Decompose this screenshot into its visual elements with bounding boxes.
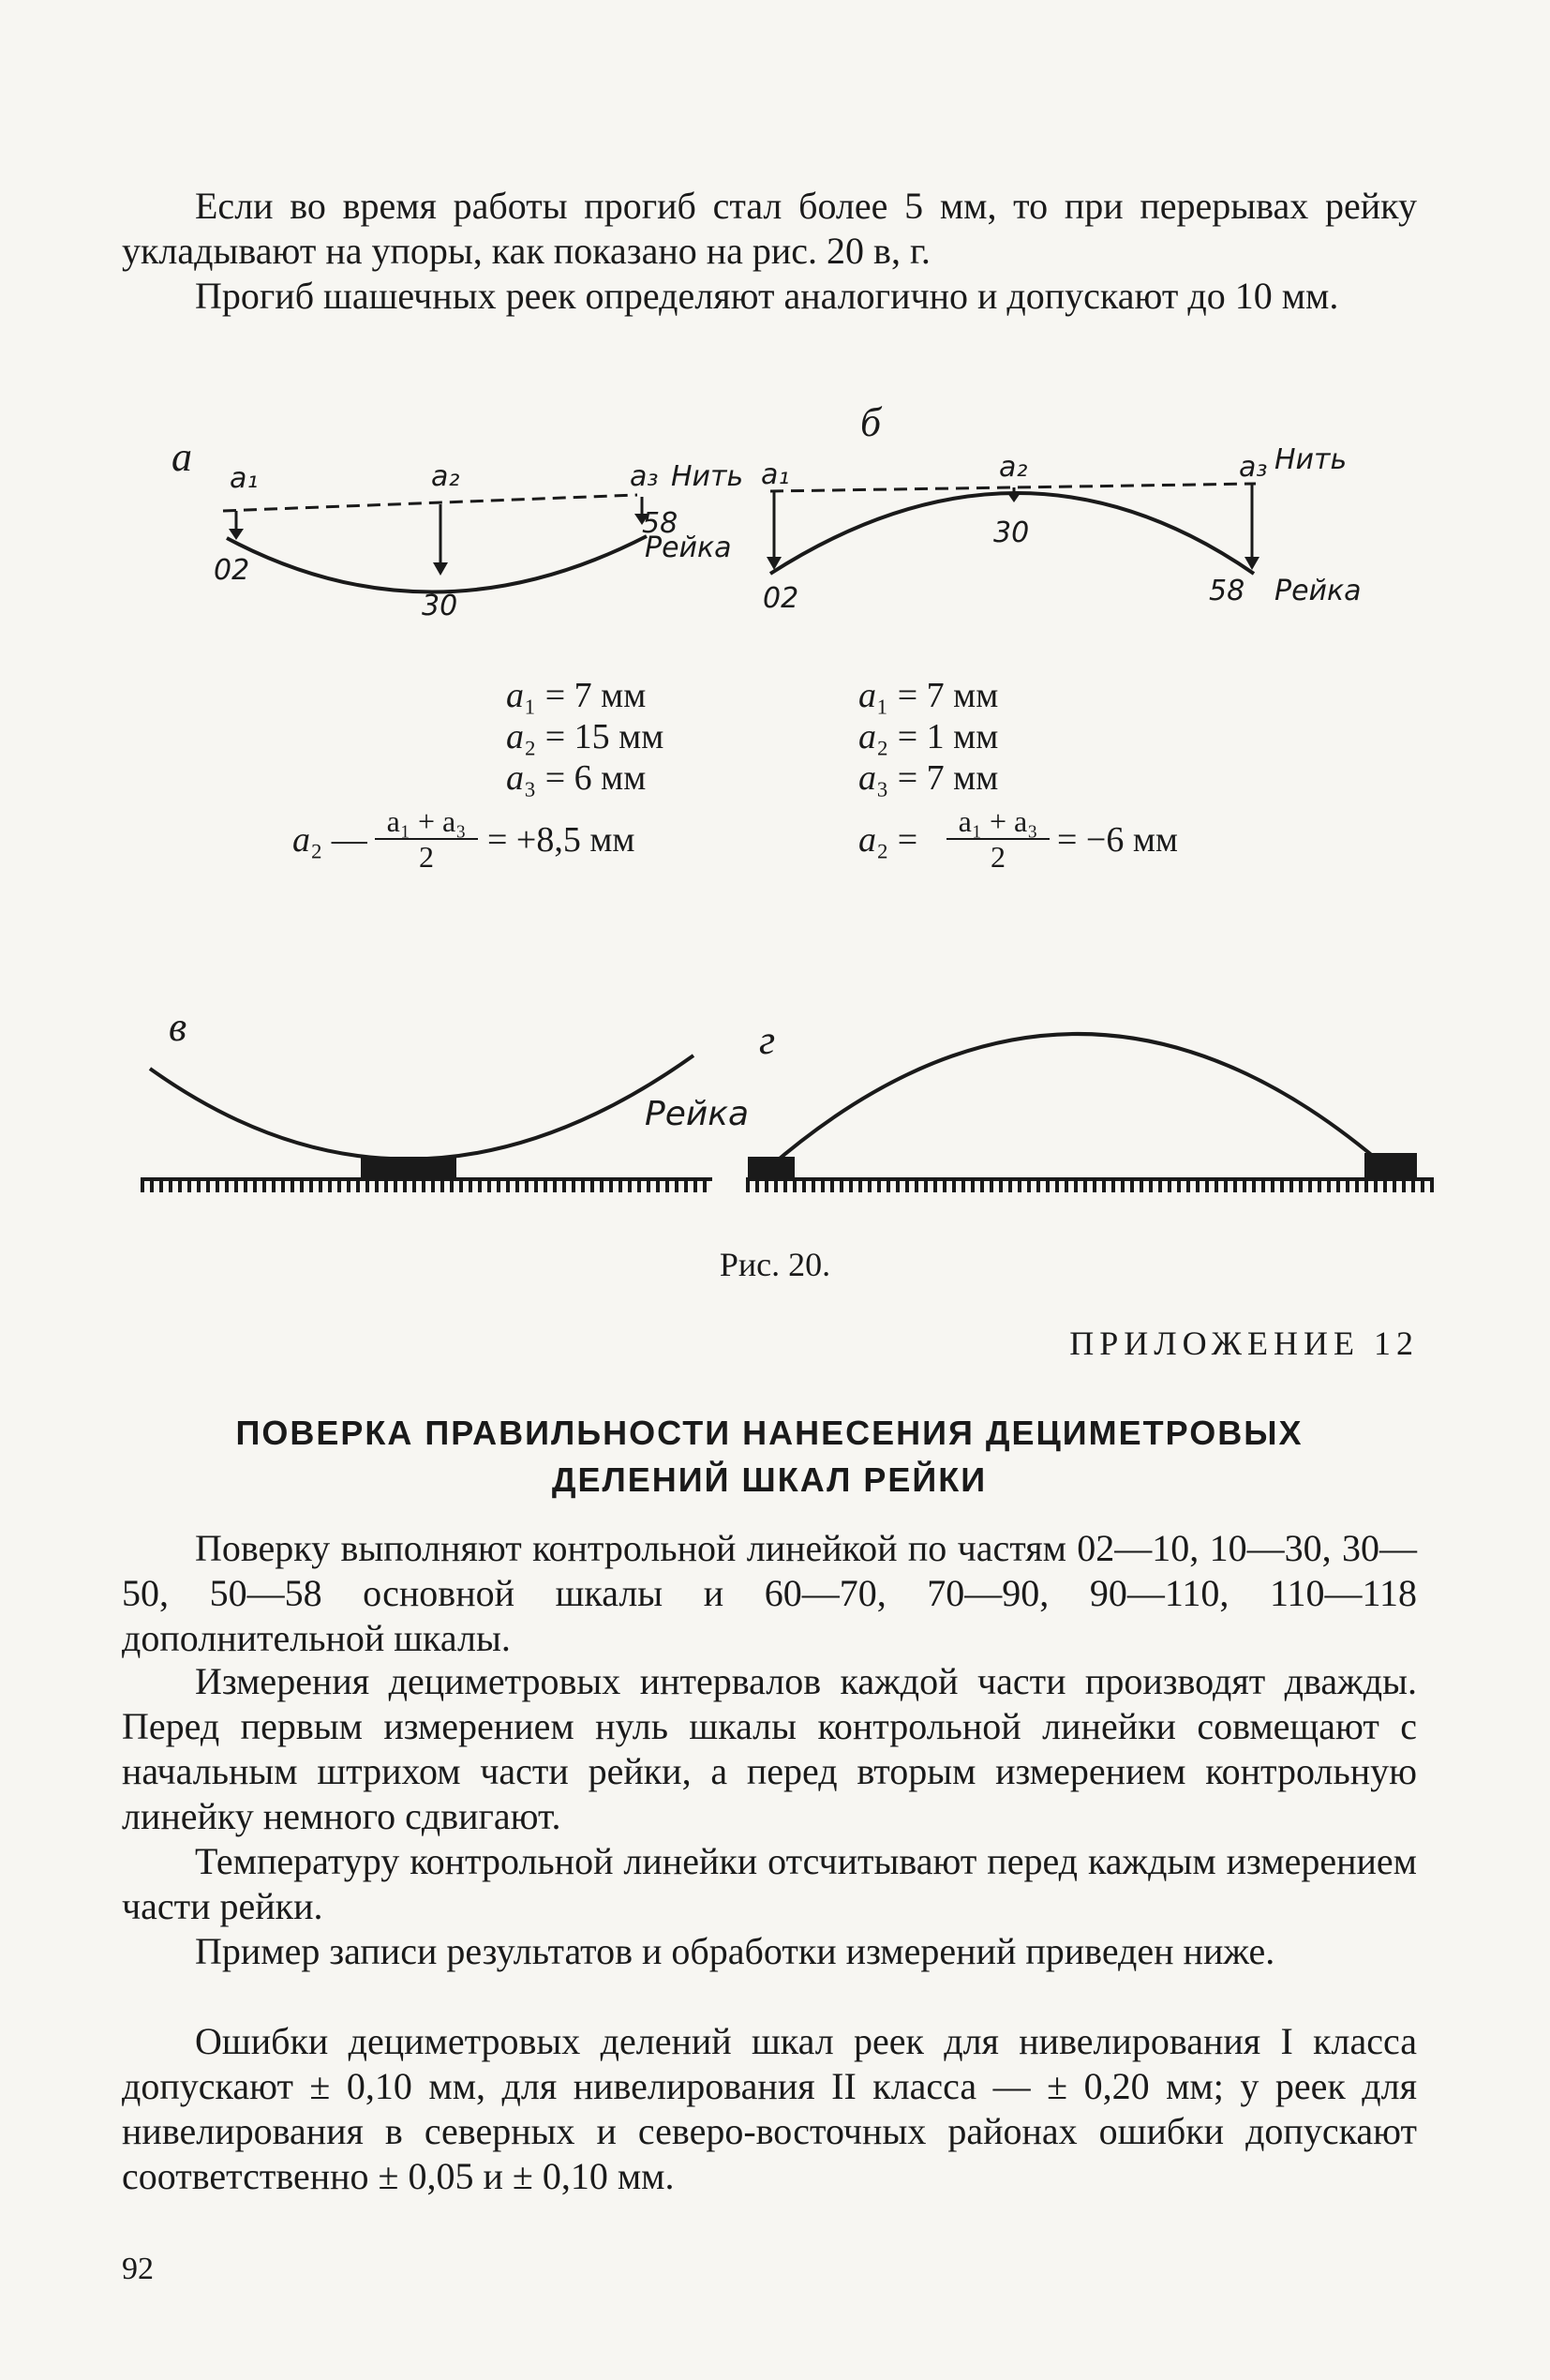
body-paragraph-1: Поверку выполняют контрольной линейкой по частям 02—10, 10—30, 30—50, 50—58 основной шкалы и 60—70, 70—90, 90—110, 110—118 дополнительной шкалы. — [122, 1527, 1417, 1659]
figure-label-g: г — [759, 1017, 776, 1063]
formula-right-result-value: = −6 мм — [1057, 820, 1178, 860]
formula-right-result: a₂ = — [858, 820, 927, 860]
diagram-b — [0, 0, 1550, 656]
intro-paragraph-2: Прогиб шашечных реек определяют аналогично и допускают до 10 мм. — [195, 275, 1339, 317]
body-paragraph-4: Пример записи результатов и обработки измерений приведен ниже. — [195, 1930, 1275, 1972]
formula-left-a3-value: = 6 мм — [544, 758, 647, 798]
rod-curve-v — [150, 1055, 693, 1160]
label-a1-a: a₁ — [230, 462, 259, 495]
label-reading-30-a: 30 — [422, 590, 458, 622]
arrowhead-a2-b — [1007, 493, 1021, 502]
formula-left-result-value: = +8,5 мм — [487, 820, 635, 860]
appendix-title-line-2: ДЕЛЕНИЙ ШКАЛ РЕЙКИ — [551, 1460, 988, 1499]
rod-curve-g — [768, 1034, 1387, 1168]
formula-left-a1: a₁ = 7 мм — [506, 676, 647, 715]
label-a3-b: a₃ — [1239, 451, 1268, 484]
label-rod-v: Рейка — [645, 1095, 750, 1133]
fraction-right-denominator: 2 — [991, 840, 1006, 874]
formula-left-a1-value: = 7 мм — [544, 676, 647, 715]
formula-left-a2: a₂ = 15 мм — [506, 717, 664, 756]
fraction-left — [375, 804, 478, 874]
appendix-title-line-1: ПОВЕРКА ПРАВИЛЬНОСТИ НАНЕСЕНИЯ ДЕЦИМЕТРОВЫХ — [235, 1414, 1304, 1452]
formula-left-a2-value: = 15 мм — [544, 717, 664, 756]
figure-label-v: в — [169, 1004, 187, 1050]
label-thread-b: Нить — [1274, 443, 1348, 476]
formula-left-result: a₂ — — [292, 820, 377, 860]
label-a3-a: a₃ — [630, 460, 659, 493]
figure-label-a: а — [171, 434, 192, 480]
formula-right-a2-value: = 1 мм — [897, 717, 999, 756]
formula-right-a3-value: = 7 мм — [897, 758, 999, 798]
appendix-title — [122, 1410, 1417, 1504]
label-a1-b: a₁ — [761, 458, 790, 491]
label-a2-b: a₂ — [999, 451, 1028, 484]
support-block-g-right — [1364, 1153, 1417, 1177]
body-paragraph-2: Измерения дециметровых интервалов каждой части производят дважды. Перед первым измерением нуль шкалы контрольной линейки совмещают с начальным штрихом части рейки, а перед вторым измерением контрольную линейку немного сдвигают. — [122, 1660, 1417, 1837]
fraction-left-denominator: 2 — [419, 840, 434, 874]
fraction-right — [946, 804, 1050, 874]
label-reading-02-b: 02 — [763, 582, 799, 615]
fraction-right-numerator: a₁ + a₃ — [946, 804, 1050, 840]
formula-right-a1-value: = 7 мм — [897, 676, 999, 715]
label-reading-58-b: 58 — [1209, 575, 1245, 607]
intro-paragraph-1: Если во время работы прогиб стал более 5 мм, то при перерывах рейку укладывают на упоры, как показано на рис. 20 в, г. — [122, 185, 1417, 272]
label-rod-a: Рейка — [645, 531, 732, 564]
formula-right-a1: a₁ = 7 мм — [858, 676, 999, 715]
label-reading-30-b: 30 — [993, 516, 1030, 549]
label-reading-02-a: 02 — [214, 554, 250, 587]
label-a2-a: a₂ — [431, 460, 460, 493]
body-paragraph-3: Температуру контрольной линейки отсчитывают перед каждым измерением части рейки. — [122, 1840, 1417, 1927]
page-number: 92 — [122, 2252, 154, 2286]
label-reading-58-a: 58 — [642, 507, 678, 540]
diagram-v-g — [0, 994, 1550, 1219]
fraction-left-numerator: a₁ + a₃ — [375, 804, 478, 840]
formula-right-a2: a₂ = 1 мм — [858, 717, 999, 756]
label-thread-a: Нить — [671, 460, 744, 493]
figure-caption: Рис. 20. — [719, 1246, 831, 1283]
body-paragraph-5: Ошибки дециметровых делений шкал реек для нивелирования I класса допускают ± 0,10 мм, для нивелирования II класса — ± 0,20 мм; у реек для нивелирования в северных и северо-восточных районах ошибки допускают соответственно ± 0,05 и ± 0,10 мм. — [122, 2020, 1417, 2197]
formula-left-a3: a₃ = 6 мм — [506, 758, 647, 798]
formula-right-a3: a₃ = 7 мм — [858, 758, 999, 798]
label-rod-b: Рейка — [1274, 575, 1362, 607]
support-block-g-left — [748, 1157, 795, 1177]
support-block-v — [361, 1157, 456, 1177]
appendix-label: ПРИЛОЖЕНИЕ 12 — [1069, 1325, 1419, 1362]
figure-label-b: б — [860, 399, 882, 445]
